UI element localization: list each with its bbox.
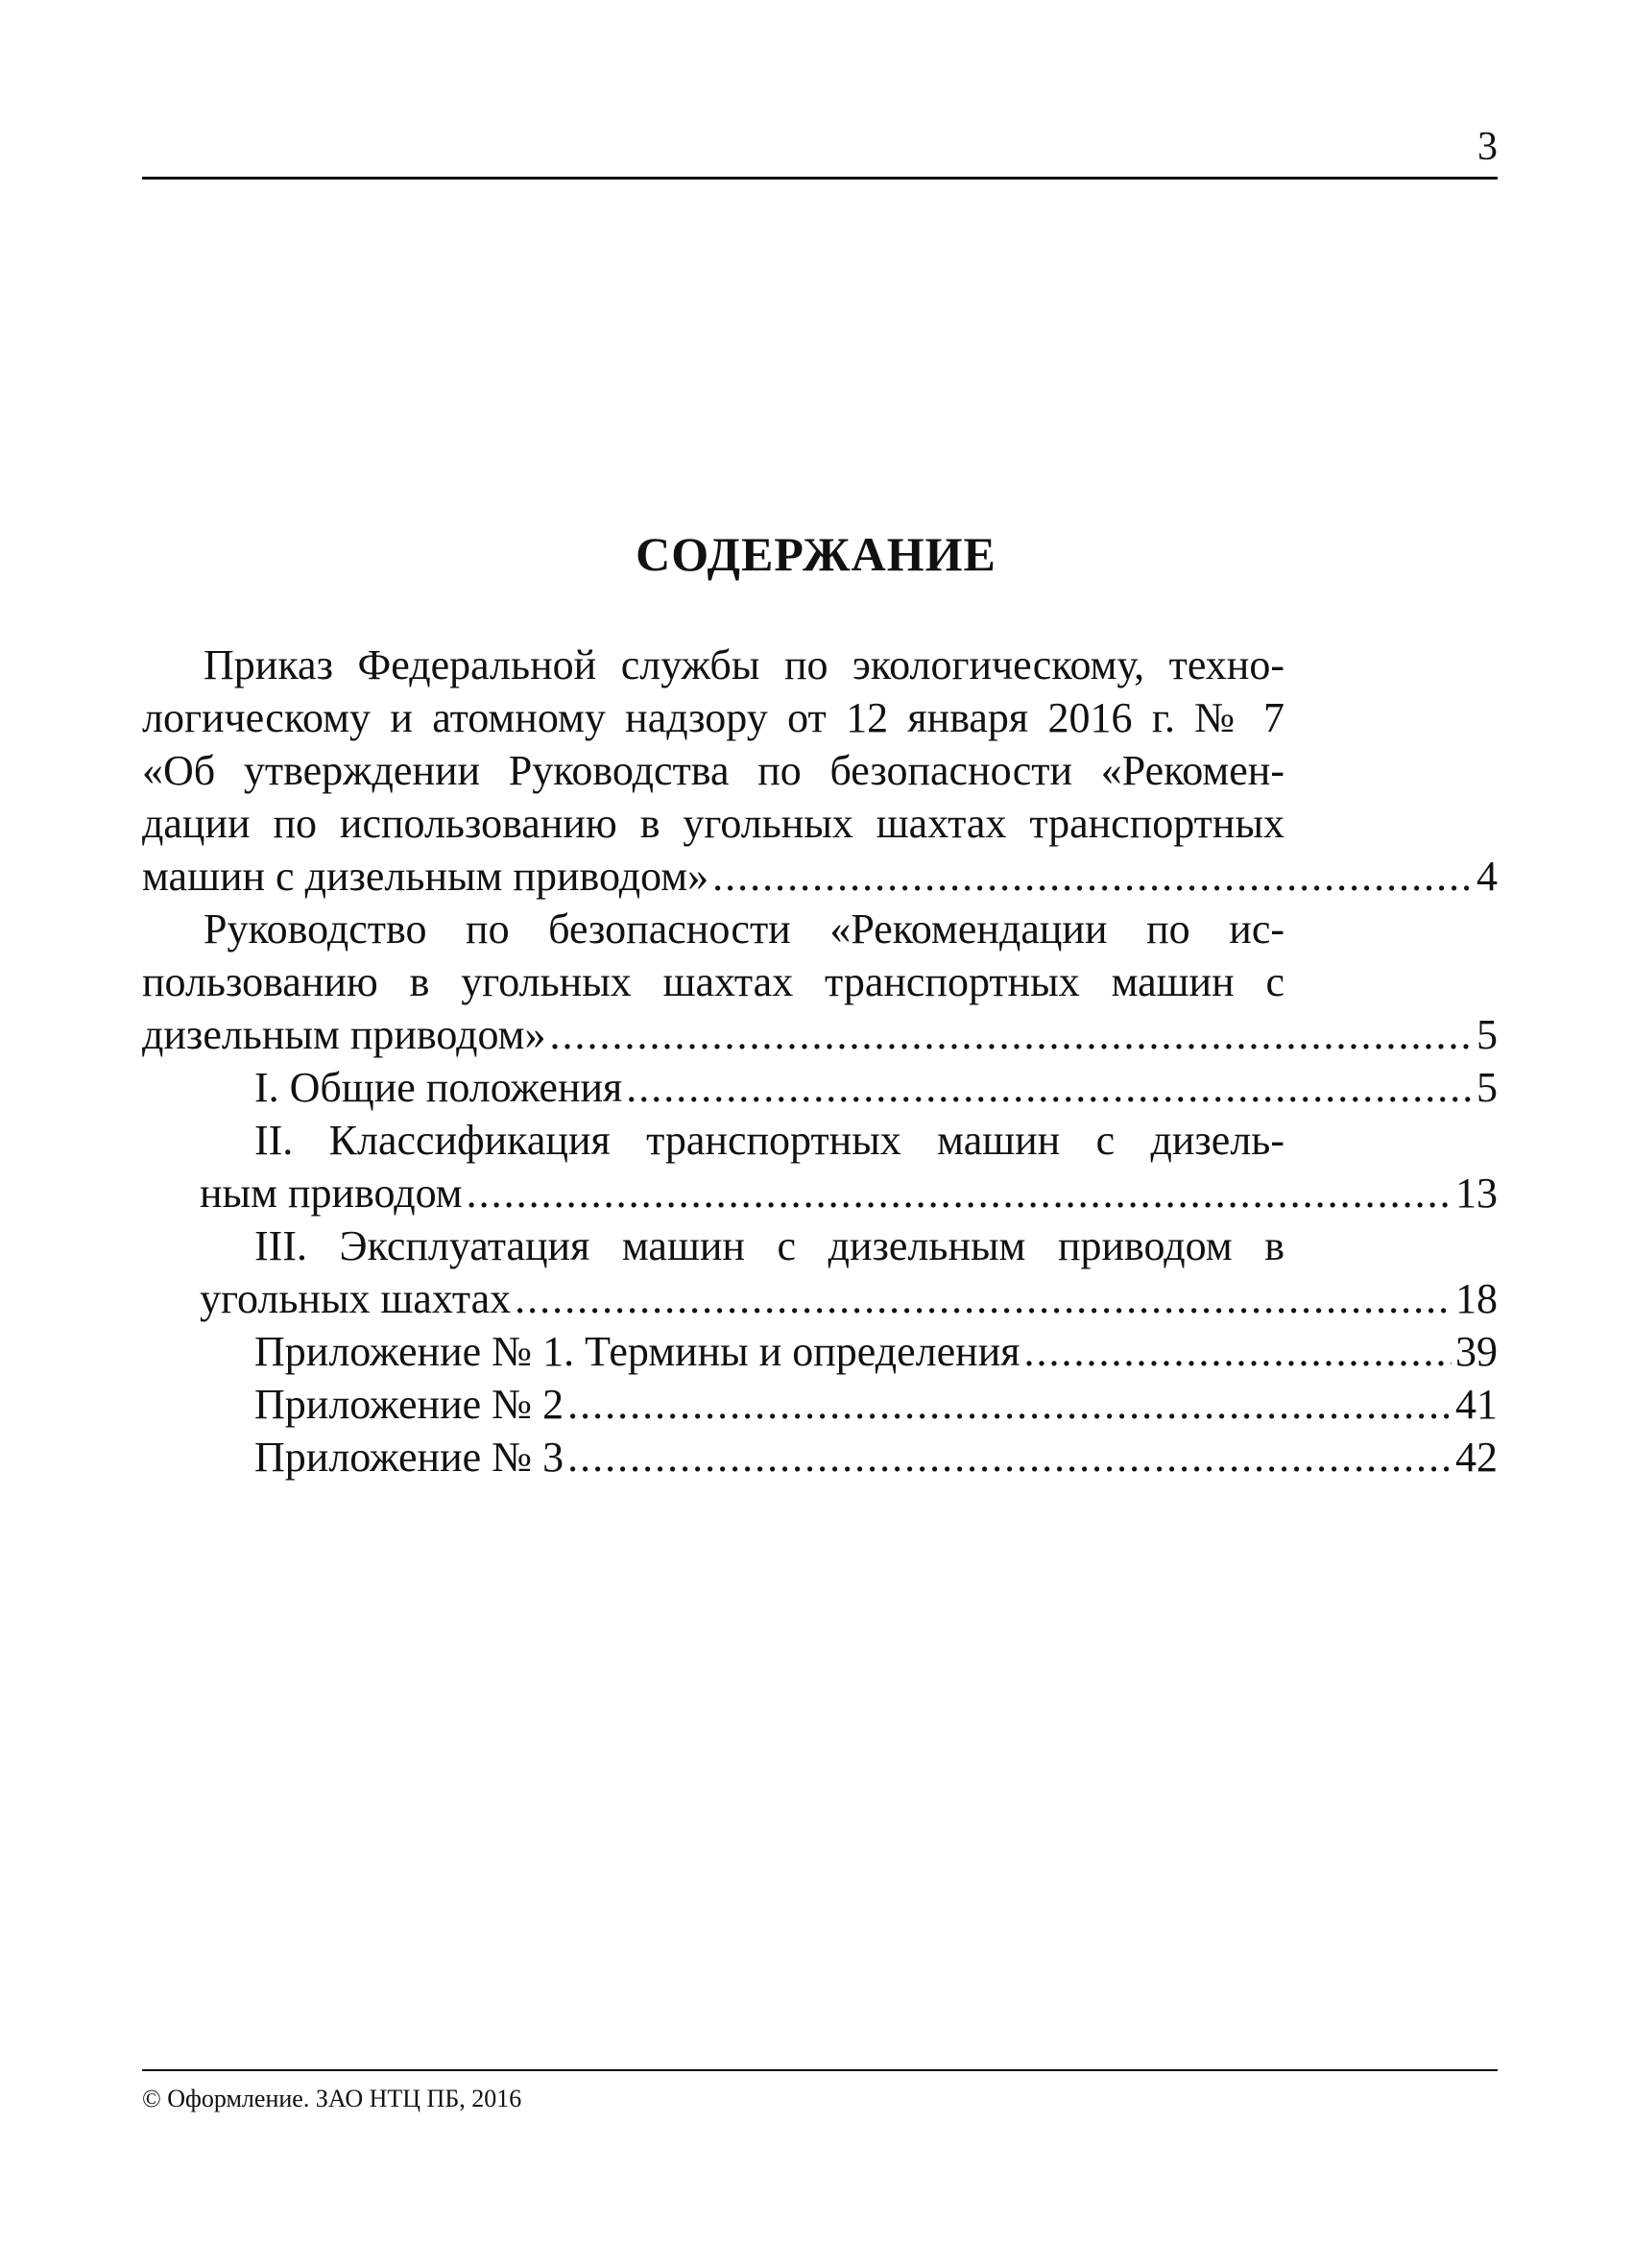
toc-entry-appendix-1[interactable] (142, 1325, 1498, 1378)
toc-entry-text: I. Общие положения (254, 1064, 623, 1111)
toc-entry-last-line (142, 1431, 1498, 1484)
toc-entry-text: машин с дизельным приводом» (142, 853, 709, 900)
toc-entry-text: угольных шахтах (200, 1275, 512, 1322)
toc-entry-line: Приказ Федеральной службы по экологическому, техно- (204, 641, 1284, 688)
page-number: 3 (1477, 125, 1498, 169)
page-title: СОДЕРЖАНИЕ (636, 527, 996, 581)
toc-entry-last-line (142, 1325, 1498, 1378)
toc-entry-order[interactable] (142, 639, 1498, 903)
toc-entry-line: дации по использованию в угольных шахтах транспортных (142, 800, 1284, 847)
header-rule (142, 177, 1498, 180)
toc-entry-appendix-2[interactable] (142, 1378, 1498, 1431)
toc-entry-page: 18 (1455, 1275, 1498, 1322)
toc-entry-text: Приложение № 3 (254, 1434, 564, 1481)
footer-copyright: © Оформление. ЗАО НТЦ ПБ, 2016 (142, 2085, 522, 2112)
toc-entry-line: III. Эксплуатация машин с дизельным приводом в (254, 1222, 1284, 1269)
toc-entry-appendix-3[interactable] (142, 1431, 1498, 1484)
dot-leader (712, 850, 1473, 903)
toc-entry-guide[interactable] (142, 903, 1498, 1061)
toc-entry-page: 4 (1476, 853, 1498, 900)
dot-leader (467, 1167, 1452, 1219)
toc-entry-page: 13 (1455, 1170, 1498, 1217)
dot-leader (626, 1061, 1473, 1114)
toc-entry-line: «Об утверждении Руководства по безопасности «Рекомен- (142, 747, 1284, 794)
toc-entry-line: логическому и атомному надзору от 12 января 2016 г. № 7 (142, 694, 1284, 741)
toc-entry-section-1[interactable] (142, 1061, 1498, 1114)
footer-rule (142, 2069, 1498, 2071)
toc-entry-page: 5 (1476, 1011, 1498, 1058)
toc-entry-line: пользованию в угольных шахтах транспортных машин с (142, 958, 1284, 1005)
toc-entry-text: ным приводом (200, 1170, 463, 1217)
toc-entry-last-line (142, 1378, 1498, 1431)
toc-entry-last-line (142, 1167, 1498, 1219)
toc-entry-last-line (142, 1061, 1498, 1114)
toc-entry-line: Руководство по безопасности «Рекомендации по ис- (204, 905, 1284, 953)
toc-entry-text: дизельным приводом» (142, 1011, 546, 1058)
toc-entry-text: Приложение № 1. Термины и определения (254, 1328, 1020, 1375)
dot-leader (550, 1008, 1473, 1061)
toc-entry-section-2[interactable] (142, 1114, 1498, 1219)
dot-leader (567, 1378, 1452, 1431)
toc-entry-last-line (142, 1008, 1498, 1061)
toc-entry-last-line (142, 850, 1498, 903)
toc-entry-line: II. Классификация транспортных машин с дизель- (254, 1117, 1284, 1164)
toc-entry-last-line (142, 1272, 1498, 1325)
toc-entry-page: 42 (1455, 1434, 1498, 1481)
toc-entry-page: 41 (1455, 1381, 1498, 1428)
table-of-contents (142, 639, 1498, 1484)
dot-leader (567, 1431, 1452, 1484)
toc-entry-text: Приложение № 2 (254, 1381, 564, 1428)
toc-entry-section-3[interactable] (142, 1219, 1498, 1325)
toc-entry-page: 39 (1455, 1328, 1498, 1375)
dot-leader (1023, 1325, 1452, 1378)
dot-leader (515, 1272, 1452, 1325)
toc-entry-page: 5 (1476, 1064, 1498, 1111)
